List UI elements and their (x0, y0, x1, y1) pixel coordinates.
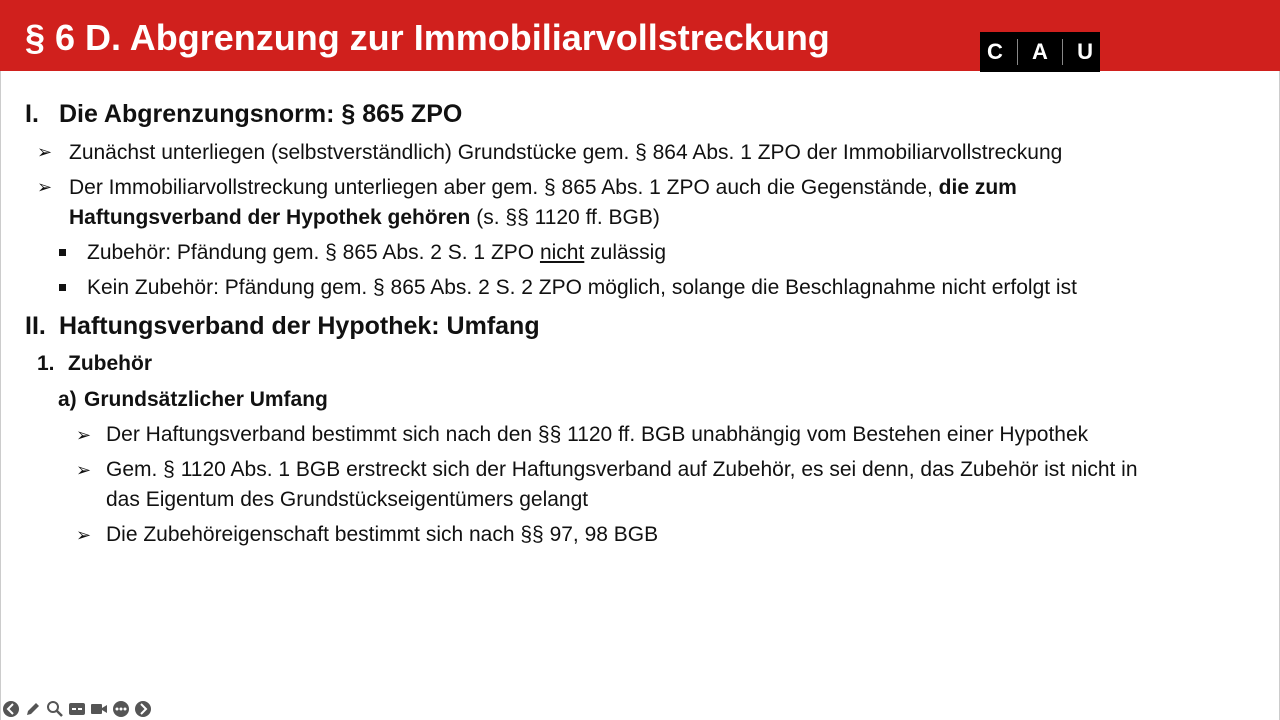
subsubsection-number: a) (58, 388, 77, 411)
more-icon[interactable] (112, 700, 130, 718)
bullet-text: Gem. § 1120 Abs. 1 BGB erstreckt sich der Haftungsverband auf Zubehör, es sei denn, das Zubehör ist nicht in (106, 458, 1138, 481)
zoom-icon[interactable] (46, 700, 64, 718)
arrow-bullet-icon: ➢ (37, 142, 53, 162)
bullet-text (69, 176, 1017, 200)
forward-icon[interactable] (134, 700, 152, 718)
logo-divider (1017, 39, 1018, 65)
bullet-text: Die Zubehöreigenschaft bestimmt sich nach §§ 97, 98 BGB (106, 523, 659, 546)
arrow-bullet-icon: ➢ (37, 177, 53, 197)
presentation-toolbar (2, 700, 152, 718)
left-border (0, 71, 1, 720)
section-number: II. (25, 312, 46, 340)
section-title: Haftungsverband der Hypothek: Umfang (59, 312, 540, 340)
subsubsection-title: Grundsätzlicher Umfang (84, 388, 328, 411)
bullet-text-continuation (69, 206, 660, 230)
bullet-text: Der Haftungsverband bestimmt sich nach den §§ 1120 ff. BGB unabhängig vom Bestehen einer Hypothek (106, 423, 1089, 446)
bullet-text-bold: die zum (938, 176, 1017, 199)
bullet-text-bold: Haftungsverband der Hypothek gehören (69, 206, 471, 229)
slide-title: § 6 D. Abgrenzung zur Immobiliarvollstreckung (25, 17, 830, 58)
subsection-heading (37, 352, 152, 376)
logo-letter-c: C (987, 39, 1003, 64)
arrow-bullet-icon: ➢ (76, 525, 92, 545)
logo-letter-u: U (1077, 39, 1093, 64)
bullet-text-normal: (s. §§ 1120 ff. BGB) (470, 206, 660, 229)
section-title: Die Abgrenzungsnorm: § 865 ZPO (59, 100, 463, 128)
subsubsection-heading (58, 388, 328, 412)
subsection-title: Zubehör (68, 352, 152, 375)
bullet-text: Zunächst unterliegen (selbstverständlich) Grundstücke gem. § 864 Abs. 1 ZPO der Immobiliarvollstreckung (69, 141, 1063, 164)
arrow-bullet-icon: ➢ (76, 425, 92, 445)
sub-bullet-text-normal: zulässig (584, 241, 667, 264)
back-icon[interactable] (2, 700, 20, 718)
subsection-number: 1. (37, 352, 55, 375)
sub-bullet-text: Kein Zubehör: Pfändung gem. § 865 Abs. 2 S. 2 ZPO möglich, solange die Beschlagnahme nicht erfolgt ist (87, 276, 1077, 299)
camera-icon[interactable] (90, 700, 108, 718)
sub-bullet-underlined: nicht (539, 241, 585, 264)
captions-icon[interactable] (68, 700, 86, 718)
sub-bullet-text-normal: Zubehör: Pfändung gem. § 865 Abs. 2 S. 1 ZPO (87, 241, 540, 264)
arrow-bullet-icon: ➢ (76, 460, 92, 480)
sub-bullet-text (87, 241, 666, 265)
section-heading-1 (25, 100, 462, 129)
square-bullet-icon (59, 249, 66, 256)
section-number: I. (25, 100, 39, 128)
cau-logo (980, 32, 1100, 72)
logo-letter-a: A (1032, 39, 1048, 64)
square-bullet-icon (59, 284, 66, 291)
title-bar (0, 0, 1280, 71)
bullet-text-continuation: das Eigentum des Grundstückseigentümers gelangt (106, 488, 589, 511)
bullet-text-normal: Der Immobiliarvollstreckung unterliegen aber gem. § 865 Abs. 1 ZPO auch die Gegenstände, (69, 176, 939, 199)
section-heading-2 (25, 312, 540, 341)
pen-icon[interactable] (24, 700, 42, 718)
logo-divider (1062, 39, 1063, 65)
